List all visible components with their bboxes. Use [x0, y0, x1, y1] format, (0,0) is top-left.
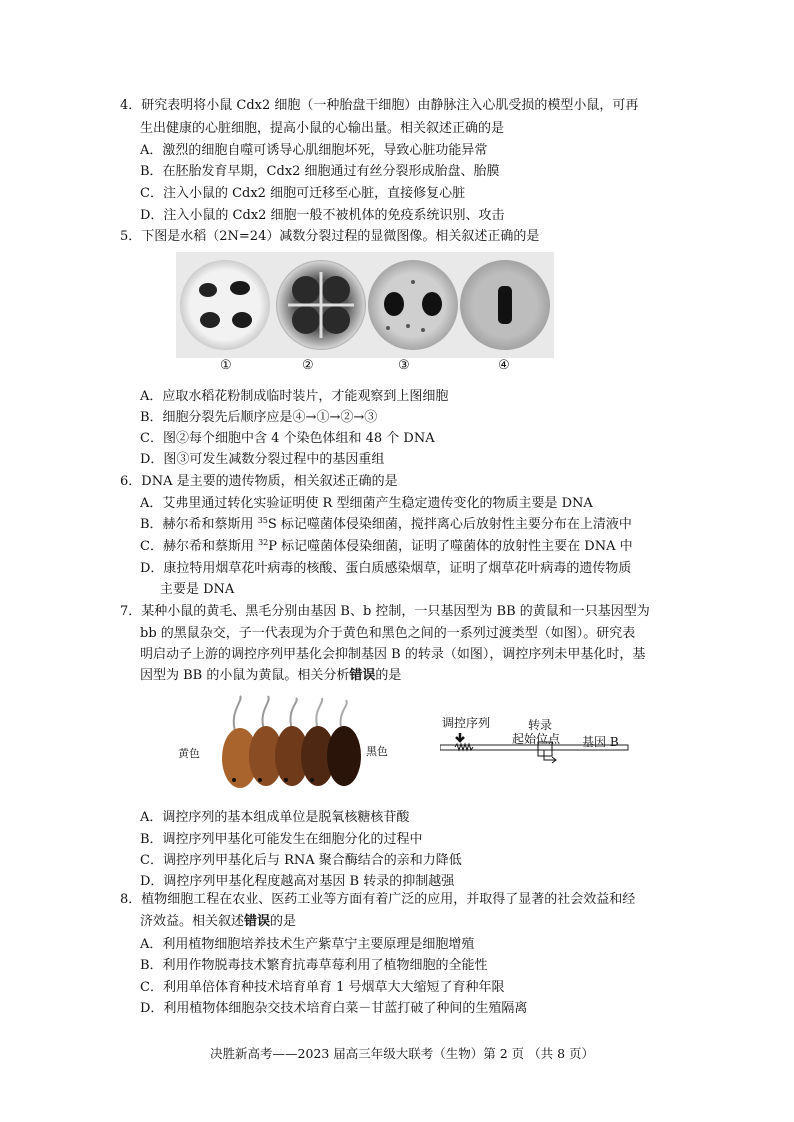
- q6-option-d-line-2: 主要是 DNA: [160, 582, 235, 597]
- q8-stem-line-1: 8．植物细胞工程在农业、医药工业等方面有着广泛的应用，并取得了显著的社会效益和经: [120, 892, 636, 907]
- q7-option-d: D．调控序列甲基化程度越高对基因 B 转录的抑制越强: [140, 874, 455, 889]
- q8-option-a: A．利用植物细胞培养技术生产紫草宁主要原理是细胞增殖: [140, 937, 475, 952]
- page-footer: 决胜新高考——2023 届高三年级大联考（生物）第 2 页 （共 8 页）: [210, 1046, 595, 1061]
- q8-stem-line-2: 济效益。相关叙述错误的是: [140, 914, 297, 929]
- q7-stem-line-3: 明启动子上游的调控序列甲基化会抑制基因 B 的转录（如图），调控序列未甲基化时，基: [140, 647, 646, 662]
- q8-option-d: D．利用植物体细胞杂交技术培育白菜－甘蓝打破了种间的生殖隔离: [140, 1001, 528, 1016]
- micrograph-label-4: ④: [498, 358, 510, 373]
- micrograph-cell-3: [368, 260, 458, 350]
- q5-option-b: B．细胞分裂先后顺序应是④→①→②→③: [140, 410, 378, 425]
- q4-stem-line-1: 4．研究表明将小鼠 Cdx2 细胞（一种胎盘干细胞）由静脉注入心肌受损的模型小鼠，可再: [120, 98, 639, 113]
- micrograph-cell-4: [460, 260, 550, 350]
- q4-option-d: D．注入小鼠的 Cdx2 细胞一般不被机体的免疫系统识别、攻击: [140, 208, 505, 223]
- q6-option-c: C．赫尔希和蔡斯用 $^{32}$P 标记噬菌体侵染细菌，证明了噬菌体的放射性主要在 DNA 中: [140, 538, 633, 554]
- mice-color-gradient-photo: [214, 694, 364, 792]
- gene-structure-diagram: [440, 730, 630, 770]
- q5-stem: 5．下图是水稻（2N=24）减数分裂过程的显微图像。相关叙述正确的是: [120, 229, 540, 244]
- emphasis-error: 错误: [244, 914, 271, 929]
- mice-label-yellow: 黄色: [178, 747, 200, 760]
- q5-option-a: A．应取水稻花粉制成临时装片，才能观察到上图细胞: [140, 389, 449, 404]
- micrograph-label-2: ②: [302, 358, 314, 373]
- q4-stem-line-2: 生出健康的心脏细胞，提高小鼠的心输出量。相关叙述正确的是: [140, 121, 505, 136]
- gene-label-transcription: 转录: [528, 718, 553, 732]
- q7-stem-line-1: 7．某种小鼠的黄毛、黑毛分别由基因 B、b 控制，一只基因型为 BB 的黄鼠和一只基因型为: [120, 604, 650, 619]
- q5-option-c: C．图②每个细胞中含 4 个染色体组和 48 个 DNA: [140, 431, 435, 446]
- q4-option-b: B．在胚胎发育早期，Cdx2 细胞通过有丝分裂形成胎盘、胎膜: [140, 164, 500, 179]
- q6-option-a: A．艾弗里通过转化实验证明使 R 型细菌产生稳定遗传变化的物质主要是 DNA: [140, 496, 593, 511]
- q5-option-d: D．图③可发生减数分裂过程中的基因重组: [140, 452, 385, 467]
- micrograph-cell-2: [276, 260, 366, 350]
- q7-option-b: B．调控序列甲基化可能发生在细胞分化的过程中: [140, 832, 423, 847]
- q7-stem-line-2: bb 的黑鼠杂交，子一代表现为介于黄色和黑色之间的一系列过渡类型（如图）。研究表: [140, 626, 636, 641]
- q8-option-b: B．利用作物脱毒技术繁育抗毒草莓利用了植物细胞的全能性: [140, 958, 488, 973]
- q6-option-b: B．赫尔希和蔡斯用 $^{35}$S 标记噬菌体侵染细菌，搅拌离心后放射性主要分布在上清液中: [140, 516, 632, 532]
- q6-option-d-line-1: D．康拉特用烟草花叶病毒的核酸、蛋白质感染烟草，证明了烟草花叶病毒的遗传物质: [140, 561, 632, 576]
- mice-label-black: 黑色: [366, 745, 388, 758]
- q7-stem-line-4: 因型为 BB 的小鼠为黄鼠。相关分析错误的是: [140, 668, 402, 683]
- micrograph-cell-1: [180, 260, 270, 350]
- q4-option-c: C．注入小鼠的 Cdx2 细胞可迁移至心脏，直接修复心脏: [140, 186, 466, 201]
- q7-option-c: C．调控序列甲基化后与 RNA 聚合酶结合的亲和力降低: [140, 853, 462, 868]
- q8-option-c: C．利用单倍体育种技术培育单育 1 号烟草大大缩短了育种年限: [140, 980, 505, 995]
- q6-stem: 6．DNA 是主要的遗传物质，相关叙述正确的是: [120, 474, 398, 489]
- micrograph-label-3: ③: [398, 358, 410, 373]
- micrograph-label-1: ①: [220, 358, 232, 373]
- meiosis-micrograph: [176, 252, 554, 358]
- gene-label-regulatory-sequence: 调控序列: [442, 716, 491, 730]
- gene-label-start-site: 起始位点: [512, 732, 561, 746]
- q4-option-a: A．激烈的细胞自噬可诱导心肌细胞坏死，导致心脏功能异常: [140, 143, 488, 158]
- q7-option-a: A．调控序列的基本组成单位是脱氧核糖核苷酸: [140, 810, 410, 825]
- emphasis-error: 错误: [349, 668, 376, 683]
- gene-label-gene-b: 基因 B: [582, 735, 619, 749]
